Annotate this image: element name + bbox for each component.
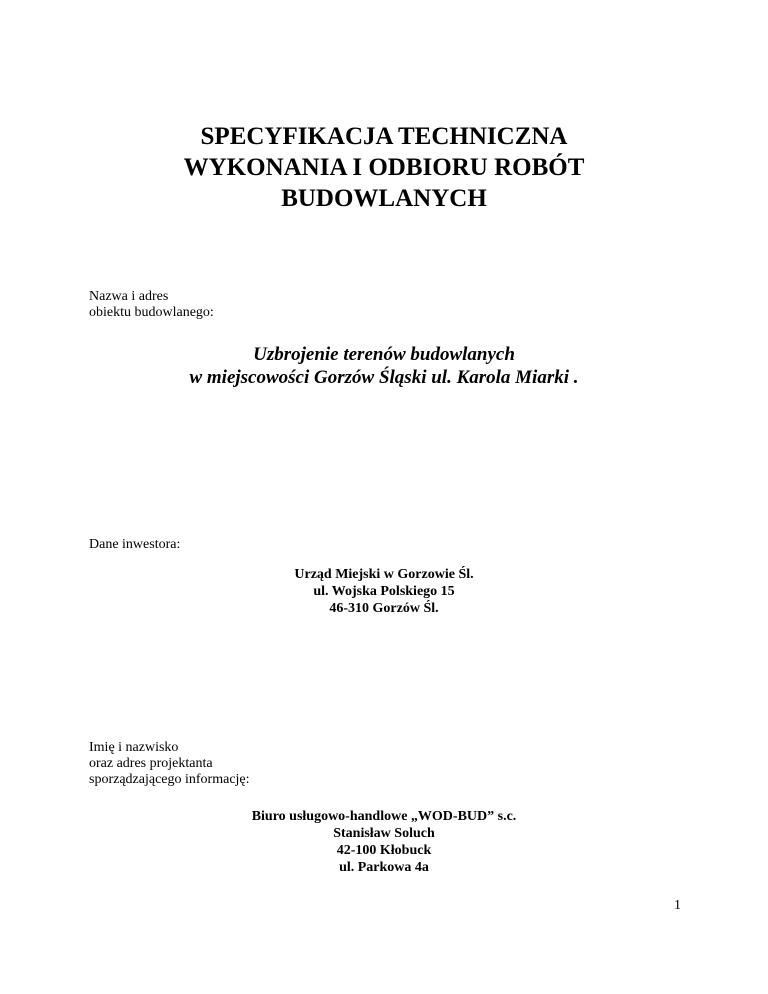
title-line-2: WYKONANIA I ODBIORU ROBÓT bbox=[183, 154, 585, 181]
title-line-3: BUDOWLANYCH bbox=[281, 185, 487, 212]
object-name bbox=[0, 343, 768, 389]
designer-label bbox=[89, 740, 250, 788]
investor-line-3: 46-310 Gorzów Śl. bbox=[329, 601, 439, 616]
investor-line-1: Urząd Miejski w Gorzowie Śl. bbox=[294, 567, 474, 582]
investor-label-text: Dane inwestora: bbox=[89, 537, 181, 552]
designer-label-line-3: sporządzającego informację: bbox=[89, 772, 250, 787]
designer-line-2: Stanisław Soluch bbox=[333, 826, 435, 841]
designer-details bbox=[0, 808, 768, 876]
document-title bbox=[0, 121, 768, 214]
investor-line-2: ul. Wojska Polskiego 15 bbox=[313, 584, 455, 599]
page-number: 1 bbox=[674, 898, 681, 913]
designer-label-line-2: oraz adres projektanta bbox=[89, 756, 213, 771]
object-label-line-2: obiektu budowlanego: bbox=[89, 305, 214, 320]
object-name-line-2: w miejscowości Gorzów Śląski ul. Karola Miarki . bbox=[189, 367, 579, 388]
object-name-line-1: Uzbrojenie terenów budowlanych bbox=[253, 344, 515, 365]
designer-line-1: Biuro usługowo-handlowe „WOD-BUD” s.c. bbox=[251, 809, 517, 824]
object-label-line-1: Nazwa i adres bbox=[89, 289, 169, 304]
object-label bbox=[89, 289, 214, 321]
investor-label bbox=[89, 537, 180, 553]
designer-line-4: ul. Parkowa 4a bbox=[339, 860, 429, 875]
investor-details bbox=[0, 566, 768, 617]
designer-label-line-1: Imię i nazwisko bbox=[89, 740, 179, 755]
designer-line-3: 42-100 Kłobuck bbox=[336, 843, 432, 858]
title-line-1: SPECYFIKACJA TECHNICZNA bbox=[200, 123, 568, 150]
